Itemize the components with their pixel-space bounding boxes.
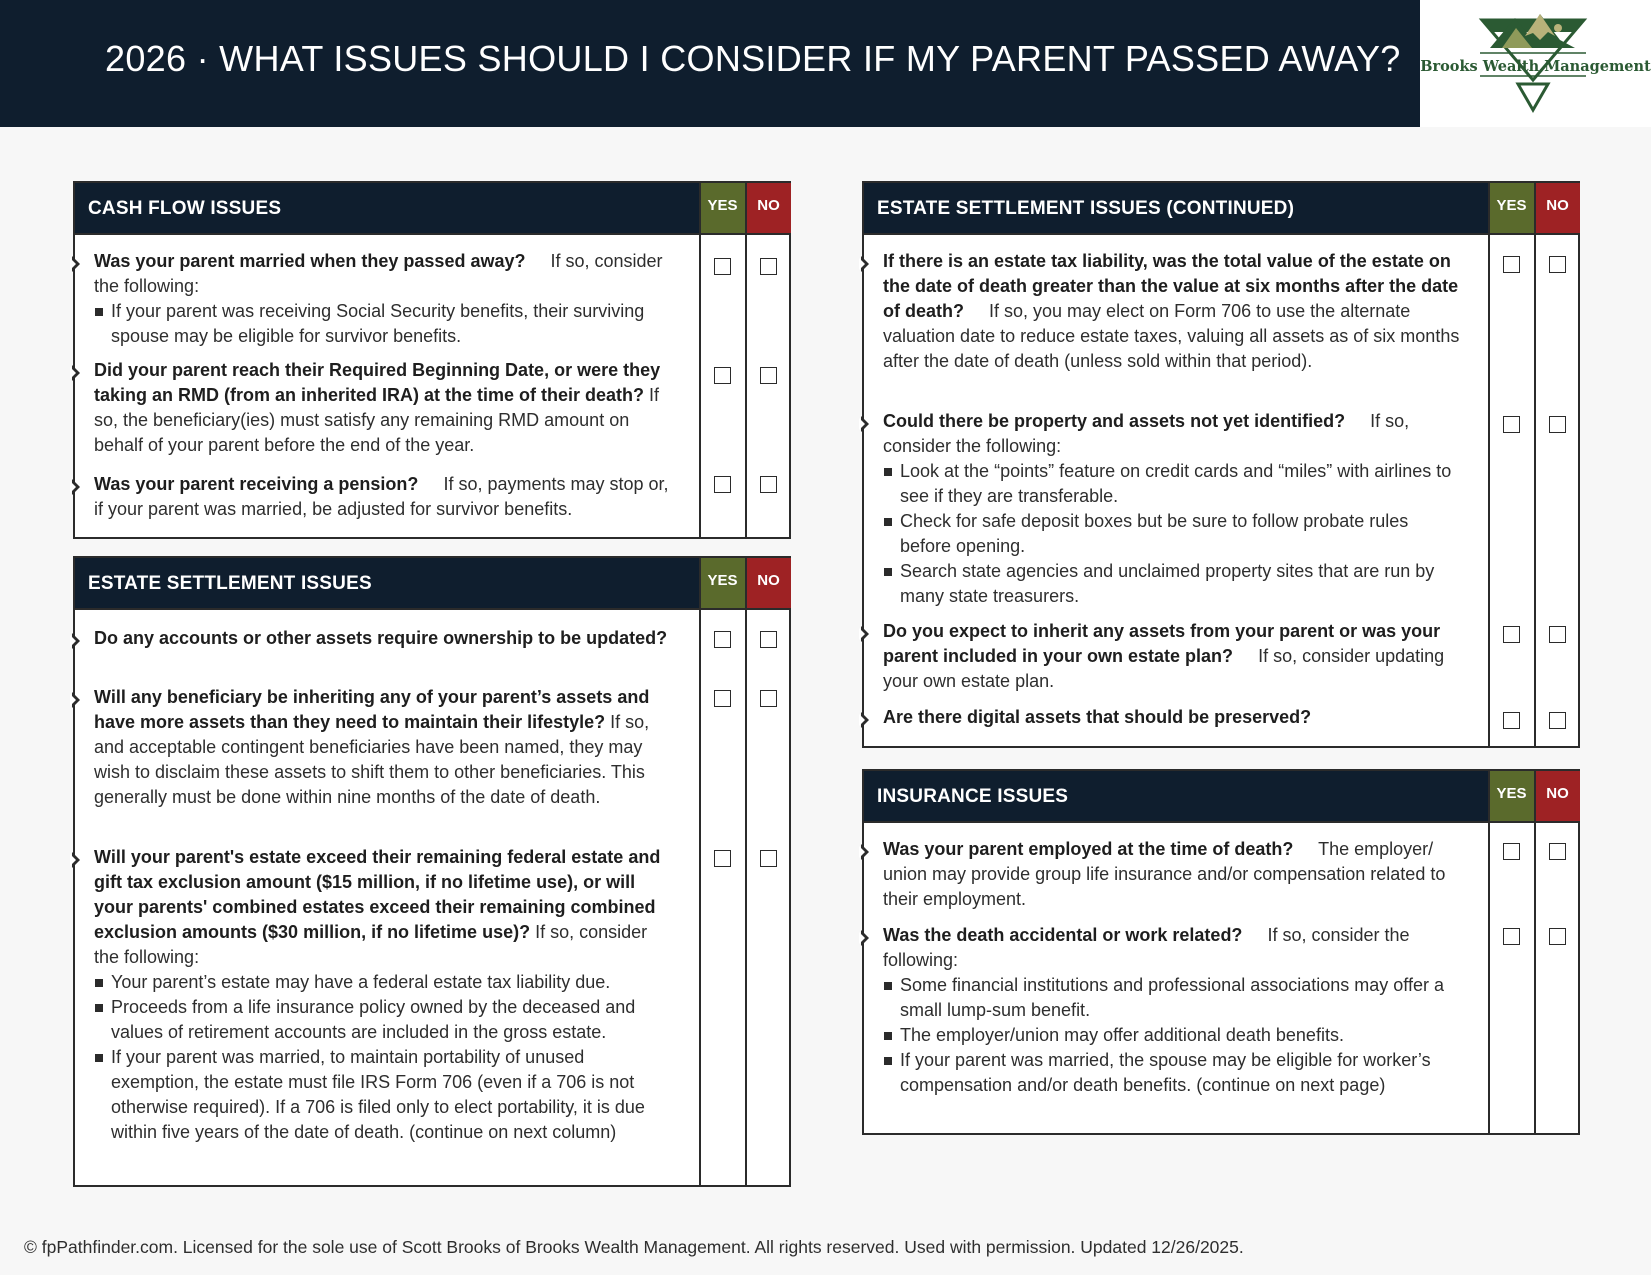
section-title: ESTATE SETTLEMENT ISSUES (CONTINUED) bbox=[877, 198, 1295, 219]
question-text: Could there be property and assets not yet identified? If so, consider the following: bbox=[883, 411, 1410, 456]
question-text: Are there digital assets that should be preserved? bbox=[883, 707, 1312, 727]
question-item bbox=[75, 249, 675, 349]
yes-checkbox[interactable] bbox=[1503, 712, 1520, 729]
insurance-section bbox=[862, 769, 1580, 1135]
section-header bbox=[864, 771, 1578, 823]
question-item bbox=[75, 626, 675, 651]
chevron-right-icon bbox=[861, 930, 869, 946]
column-divider bbox=[699, 558, 701, 1185]
chevron-right-icon bbox=[72, 852, 80, 868]
column-divider bbox=[745, 183, 747, 537]
yes-checkbox[interactable] bbox=[714, 367, 731, 384]
chevron-right-icon bbox=[861, 626, 869, 642]
bullet-item: If your parent was receiving Social Security benefits, their surviving spouse may be eligible for survivor benefits. bbox=[94, 299, 675, 349]
column-divider bbox=[1534, 771, 1536, 1133]
yes-checkbox[interactable] bbox=[1503, 416, 1520, 433]
no-checkbox[interactable] bbox=[760, 850, 777, 867]
estate-settlement-section bbox=[73, 556, 791, 1187]
question-text: Will any beneficiary be inheriting any of your parent’s assets and have more assets than they need to maintain their lifestyle? If so, and acceptable contingent beneficiaries have been named, they may wish to disclaim these assets to shift them to other beneficiaries. This generally must be done within nine months of the date of death. bbox=[94, 687, 650, 807]
question-text: Was your parent employed at the time of death? The employer/ union may provide group life insurance and/or compensation related to their employment. bbox=[883, 839, 1446, 909]
section-header bbox=[75, 183, 789, 235]
column-divider bbox=[1534, 183, 1536, 746]
cash-flow-section bbox=[73, 181, 791, 539]
question-item bbox=[75, 845, 675, 1145]
question-text: Was your parent receiving a pension? If so, payments may stop or, if your parent was married, be adjusted for survivor benefits. bbox=[94, 474, 669, 519]
yes-checkbox[interactable] bbox=[714, 476, 731, 493]
question-text: If there is an estate tax liability, was the total value of the estate on the date of death greater than the value at six months after the date of death? If so, you may elect on Form 706 to use the alternate valuation date to reduce estate taxes, valuing all assets as of six months after the date of death (unless sold within that period). bbox=[883, 251, 1460, 371]
question-item bbox=[864, 923, 1464, 1098]
chevron-right-icon bbox=[72, 633, 80, 649]
bullet-item: Search state agencies and unclaimed property sites that are run by many state treasurers. bbox=[883, 559, 1464, 609]
section-title: INSURANCE ISSUES bbox=[877, 786, 1069, 807]
yes-checkbox[interactable] bbox=[714, 690, 731, 707]
bullet-item: If your parent was married, to maintain portability of unused exemption, the estate must file IRS Form 706 (even if a 706 is not otherwise required). If a 706 is filed only to elect portability, it is due within five years of the date of death. (continue on next column) bbox=[94, 1045, 675, 1145]
chevron-right-icon bbox=[861, 844, 869, 860]
no-checkbox[interactable] bbox=[1549, 843, 1566, 860]
section-header bbox=[864, 183, 1578, 235]
question-item bbox=[75, 472, 675, 522]
no-checkbox[interactable] bbox=[1549, 712, 1566, 729]
logo-text: Brooks Wealth Management bbox=[1420, 58, 1651, 75]
yes-checkbox[interactable] bbox=[714, 850, 731, 867]
chevron-right-icon bbox=[72, 365, 80, 381]
bullet-item: Proceeds from a life insurance policy owned by the deceased and values of retirement accounts are included in the gross estate. bbox=[94, 995, 675, 1045]
yes-column-header: YES bbox=[1489, 183, 1534, 233]
yes-column-header: YES bbox=[700, 558, 745, 608]
section-title: CASH FLOW ISSUES bbox=[88, 198, 282, 219]
bullet-item: Check for safe deposit boxes but be sure to follow probate rules before opening. bbox=[883, 509, 1464, 559]
bullet-item: The employer/union may offer additional death benefits. bbox=[883, 1023, 1464, 1048]
chevron-right-icon bbox=[72, 479, 80, 495]
no-column-header: NO bbox=[1535, 771, 1580, 821]
chevron-right-icon bbox=[72, 256, 80, 272]
question-text: Will your parent's estate exceed their remaining federal estate and gift tax exclusion amount ($15 million, if no lifetime use), or will your parents' combined estates exceed their remaining combined exclusion amounts ($30 million, if no lifetime use)? If so, consider the following: bbox=[94, 847, 661, 967]
bullet-item: Some financial institutions and professional associations may offer a small lump-sum benefit. bbox=[883, 973, 1464, 1023]
question-item bbox=[75, 685, 675, 810]
question-item bbox=[864, 705, 1464, 730]
chevron-right-icon bbox=[72, 692, 80, 708]
page-header bbox=[0, 0, 1420, 127]
question-item bbox=[75, 358, 675, 458]
no-column-header: NO bbox=[1535, 183, 1580, 233]
question-text: Do any accounts or other assets require ownership to be updated? bbox=[94, 628, 668, 648]
no-checkbox[interactable] bbox=[1549, 626, 1566, 643]
question-item bbox=[864, 619, 1464, 694]
no-column-header: NO bbox=[746, 183, 791, 233]
yes-column-header: YES bbox=[700, 183, 745, 233]
section-title: ESTATE SETTLEMENT ISSUES bbox=[88, 573, 372, 594]
no-checkbox[interactable] bbox=[760, 690, 777, 707]
estate-settlement-continued-section bbox=[862, 181, 1580, 748]
company-logo bbox=[1420, 0, 1651, 127]
column-divider bbox=[699, 183, 701, 537]
no-checkbox[interactable] bbox=[1549, 256, 1566, 273]
column-divider bbox=[745, 558, 747, 1185]
page-title: 2026 · WHAT ISSUES SHOULD I CONSIDER IF MY PARENT PASSED AWAY? bbox=[105, 38, 1401, 79]
question-text: Was your parent married when they passed away? If so, consider the following: bbox=[94, 251, 663, 296]
bullet-item: Your parent’s estate may have a federal estate tax liability due. bbox=[94, 970, 675, 995]
question-item bbox=[864, 249, 1464, 374]
question-text: Do you expect to inherit any assets from your parent or was your parent included in your own estate plan? If so, consider updating your own estate plan. bbox=[883, 621, 1445, 691]
question-item bbox=[864, 837, 1464, 912]
question-item bbox=[864, 409, 1464, 609]
bullet-item: If your parent was married, the spouse may be eligible for worker’s compensation and/or death benefits. (continue on next page) bbox=[883, 1048, 1464, 1098]
no-checkbox[interactable] bbox=[1549, 416, 1566, 433]
chevron-right-icon bbox=[861, 256, 869, 272]
chevron-right-icon bbox=[861, 712, 869, 728]
yes-column-header: YES bbox=[1489, 771, 1534, 821]
question-text: Was the death accidental or work related? If so, consider the following: bbox=[883, 925, 1410, 970]
no-column-header: NO bbox=[746, 558, 791, 608]
section-header bbox=[75, 558, 789, 610]
chevron-right-icon bbox=[861, 416, 869, 432]
footer-copyright: © fpPathfinder.com. Licensed for the sole use of Scott Brooks of Brooks Wealth Management. All rights reserved. Used with permission. Updated 12/26/2025. bbox=[24, 1237, 1244, 1257]
bullet-item: Look at the “points” feature on credit cards and “miles” with airlines to see if they are transferable. bbox=[883, 459, 1464, 509]
yes-checkbox[interactable] bbox=[1503, 256, 1520, 273]
no-checkbox[interactable] bbox=[1549, 928, 1566, 945]
no-checkbox[interactable] bbox=[760, 367, 777, 384]
question-text: Did your parent reach their Required Beginning Date, or were they taking an RMD (from an inherited IRA) at the time of their death? If so, the beneficiary(ies) must satisfy any remaining RMD amount on behalf of your parent before the end of the year. bbox=[94, 360, 661, 455]
yes-checkbox[interactable] bbox=[1503, 843, 1520, 860]
yes-checkbox[interactable] bbox=[714, 631, 731, 648]
yes-checkbox[interactable] bbox=[714, 258, 731, 275]
column-divider bbox=[1488, 183, 1490, 746]
yes-checkbox[interactable] bbox=[1503, 928, 1520, 945]
no-checkbox[interactable] bbox=[760, 476, 777, 493]
no-checkbox[interactable] bbox=[760, 631, 777, 648]
column-divider bbox=[1488, 771, 1490, 1133]
no-checkbox[interactable] bbox=[760, 258, 777, 275]
yes-checkbox[interactable] bbox=[1503, 626, 1520, 643]
